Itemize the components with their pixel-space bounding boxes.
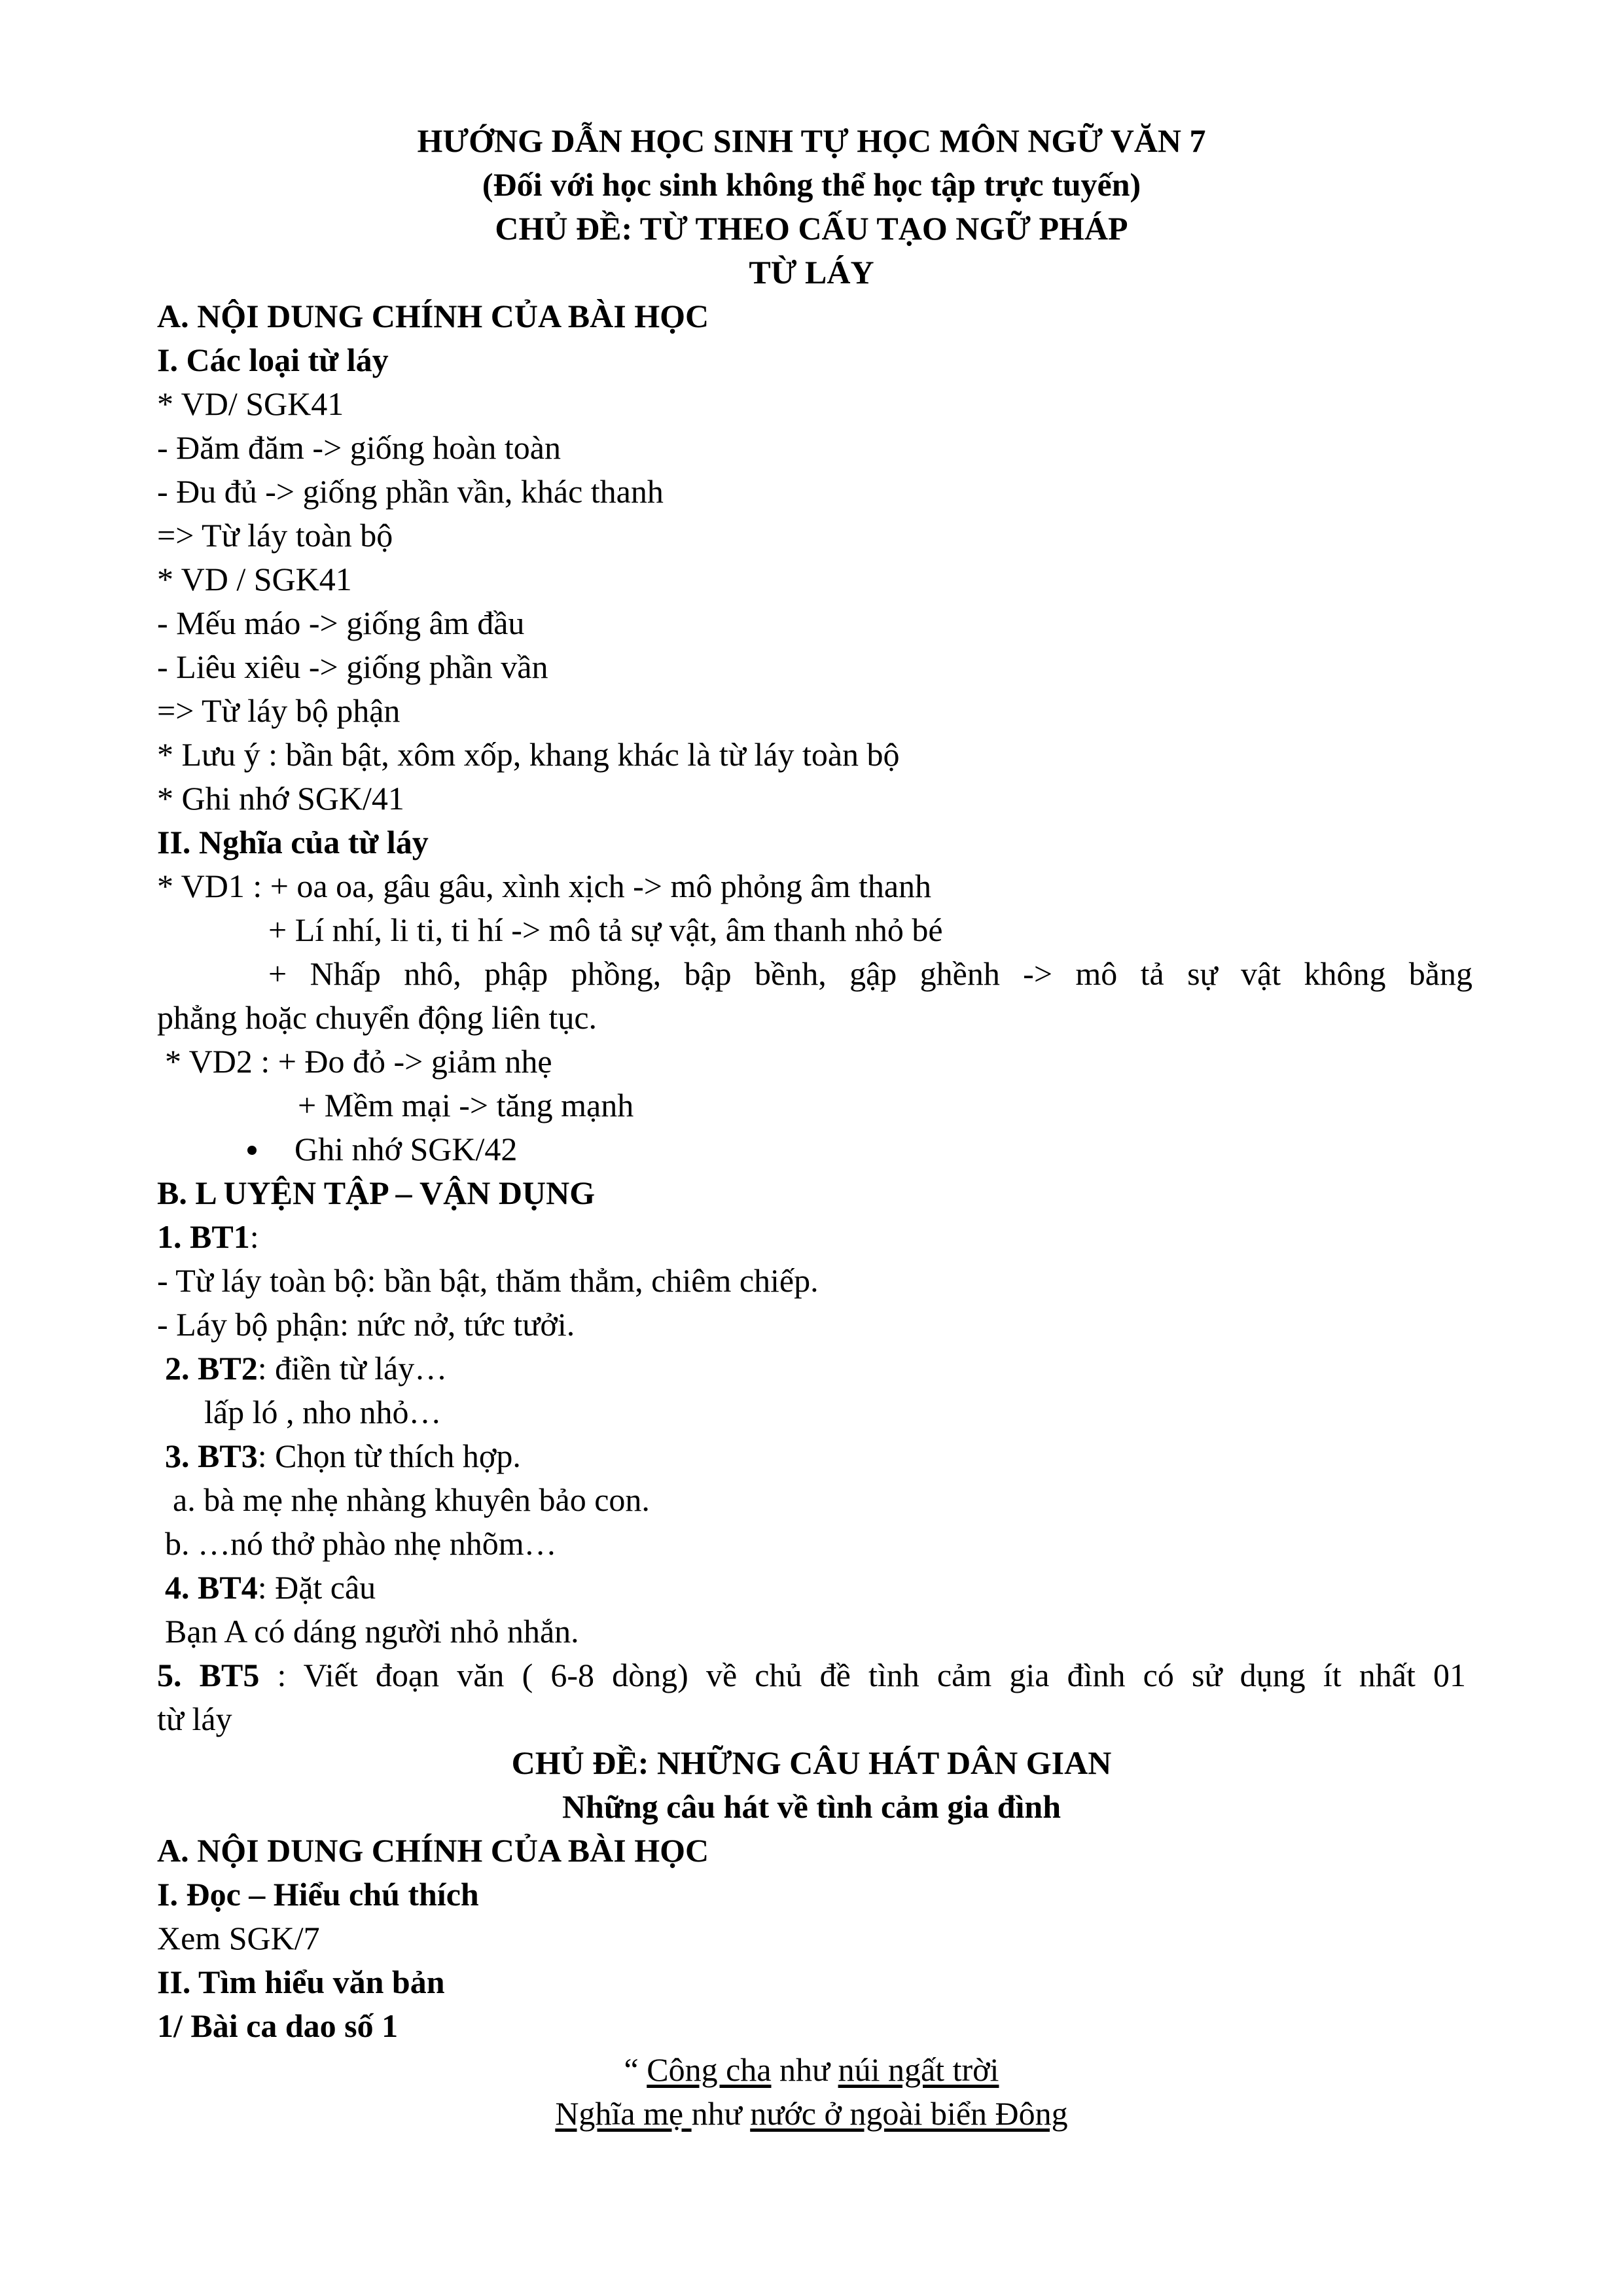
text-line: Bạn A có dáng người nhỏ nhắn. [165, 1613, 579, 1650]
text-line: phẳng hoặc chuyển động liên tục. [157, 999, 597, 1036]
text-line: * VD2 : + Đo đỏ -> giảm nhẹ [165, 1043, 552, 1080]
doc-title: HƯỚNG DẪN HỌC SINH TỰ HỌC MÔN NGỮ VĂN 7 [417, 122, 1206, 159]
bullet-icon [247, 1146, 257, 1155]
text-line: b. …nó thở phào nhẹ nhõm… [165, 1525, 557, 1562]
text-line: => Từ láy toàn bộ [157, 517, 393, 554]
exercise-number: 5. BT5 [157, 1657, 260, 1693]
text-line: + Nhấp nhô, phập phồng, bập bềnh, gập ghềnh -> mô tả sự vật không bằng [268, 955, 1472, 992]
text-line: Xem SGK/7 [157, 1920, 320, 1956]
poem-underlined: nước ở ngoài biển Đông [750, 2095, 1068, 2132]
text-line: - Láy bộ phận: nức nở, tức tưởi. [157, 1306, 575, 1343]
lesson-heading-1: TỪ LÁY [749, 254, 874, 291]
poem-underlined: Công cha [647, 2051, 772, 2088]
bullet-text: Ghi nhớ SGK/42 [294, 1131, 518, 1167]
exercise-text: : Đặt câu [257, 1569, 376, 1606]
exercise-number: 3. BT3 [165, 1438, 258, 1474]
text-line: - Từ láy toàn bộ: bần bật, thăm thẳm, chiêm chiếp. [157, 1262, 819, 1299]
text-line: từ láy [157, 1701, 232, 1737]
doc-subtitle: (Đối với học sinh không thể học tập trực tuyến) [482, 166, 1141, 203]
subsection-heading: I. Các loại từ láy [157, 342, 389, 378]
text-line: + Mềm mại -> tăng mạnh [298, 1087, 634, 1123]
exercise-4 [165, 1566, 376, 1609]
exercise-text: : [249, 1218, 259, 1255]
text-line: - Đu đủ -> giống phần vần, khác thanh [157, 473, 664, 510]
topic-heading-1: CHỦ ĐỀ: TỪ THEO CẤU TẠO NGỮ PHÁP [495, 210, 1128, 247]
exercise-text: : điền từ láy… [257, 1350, 448, 1386]
text-line: a. bà mẹ nhẹ nhàng khuyên bảo con. [173, 1481, 650, 1518]
text-line: lấp ló , nho nhỏ… [204, 1394, 442, 1430]
text-line: - Mếu máo -> giống âm đầu [157, 605, 525, 641]
poem-underlined: Nghĩa mẹ [555, 2095, 692, 2132]
text-line: - Đăm đăm -> giống hoàn toàn [157, 429, 561, 466]
text-line: * Lưu ý : bần bật, xôm xốp, khang khác là từ láy toàn bộ [157, 736, 900, 773]
subsection-heading: 1/ Bài ca dao số 1 [157, 2007, 399, 2044]
exercise-text: : Viết đoạn văn ( 6-8 dòng) về chủ đề tình cảm gia đình có sử dụng ít nhất 01 [259, 1657, 1467, 1693]
subsection-heading: II. Tìm hiểu văn bản [157, 1964, 445, 2000]
poem-line-1 [0, 2048, 1623, 2091]
text-line: + Lí nhí, li ti, ti hí -> mô tả sự vật, âm thanh nhỏ bé [268, 911, 943, 948]
exercise-number: 4. BT4 [165, 1569, 258, 1606]
text-line: * VD / SGK41 [157, 561, 352, 597]
text-line: => Từ láy bộ phận [157, 692, 401, 729]
text-line: * VD1 : + oa oa, gâu gâu, xình xịch -> mô phỏng âm thanh [157, 868, 932, 904]
section-a-heading: A. NỘI DUNG CHÍNH CỦA BÀI HỌC [157, 298, 709, 334]
text-line: * Ghi nhớ SGK/41 [157, 780, 404, 817]
exercise-text: : Chọn từ thích hợp. [257, 1438, 521, 1474]
subsection-heading: I. Đọc – Hiểu chú thích [157, 1876, 479, 1913]
poem-text: như [771, 2051, 838, 2088]
quote-mark: “ [624, 2051, 647, 2088]
exercise-number: 2. BT2 [165, 1350, 258, 1386]
lesson-heading-2: Những câu hát về tình cảm gia đình [562, 1788, 1061, 1825]
poem-text: như [691, 2095, 751, 2132]
exercise-2 [165, 1347, 447, 1390]
subsection-heading: II. Nghĩa của từ láy [157, 824, 429, 860]
poem-underlined: núi ngất trời [838, 2051, 999, 2088]
exercise-number: 1. BT1 [157, 1218, 250, 1255]
section-a-heading-2: A. NỘI DUNG CHÍNH CỦA BÀI HỌC [157, 1832, 709, 1869]
topic-heading-2: CHỦ ĐỀ: NHỮNG CÂU HÁT DÂN GIAN [511, 1744, 1112, 1781]
exercise-1 [157, 1215, 259, 1258]
text-line: * VD/ SGK41 [157, 385, 344, 422]
text-line: - Liêu xiêu -> giống phần vần [157, 648, 548, 685]
exercise-3 [165, 1434, 521, 1477]
poem-line-2 [0, 2092, 1623, 2135]
bullet-item [247, 1127, 517, 1171]
exercise-5 [157, 1653, 1466, 1697]
section-b-heading: B. L UYỆN TẬP – VẬN DỤNG [157, 1174, 596, 1211]
